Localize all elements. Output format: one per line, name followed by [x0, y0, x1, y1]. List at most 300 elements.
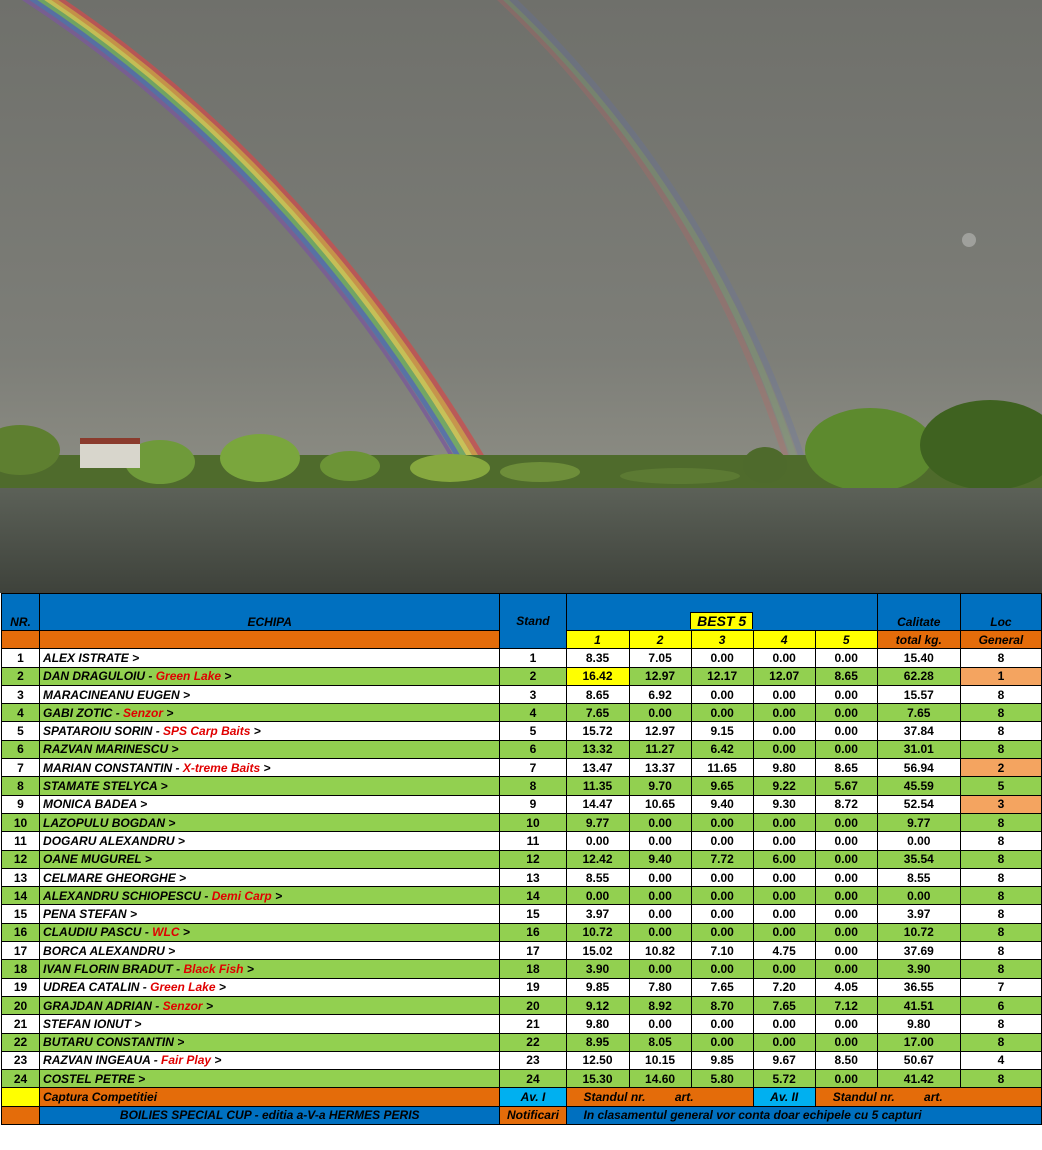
header-nr-sub: [2, 631, 40, 649]
header-best5-cell: [566, 594, 877, 631]
row-best-3: 11.65: [691, 759, 753, 777]
table-row: [2, 1015, 1042, 1033]
row-team-name: OANE MUGUREL >: [40, 850, 500, 868]
row-team-name: RAZVAN MARINESCU >: [40, 740, 500, 758]
row-best-2: 0.00: [629, 813, 691, 831]
row-total: 50.67: [877, 1051, 960, 1069]
row-total: 3.97: [877, 905, 960, 923]
row-best-2: 14.60: [629, 1070, 691, 1088]
row-best-4: 0.00: [753, 649, 815, 667]
row-best-1: 15.02: [566, 942, 629, 960]
row-best-3: 0.00: [691, 1015, 753, 1033]
row-total: 62.28: [877, 667, 960, 685]
row-nr: 3: [2, 685, 40, 703]
competitor-name: IVAN FLORIN BRADUT: [43, 961, 173, 976]
row-loc: 8: [960, 850, 1041, 868]
row-nr: 9: [2, 795, 40, 813]
competitor-name: BUTARU CONSTANTIN: [43, 1035, 174, 1050]
row-best-4: 0.00: [753, 722, 815, 740]
header-total: total kg.: [877, 631, 960, 649]
row-best-3: 0.00: [691, 923, 753, 941]
table-row: [2, 777, 1042, 795]
row-loc: 8: [960, 685, 1041, 703]
row-nr: 23: [2, 1051, 40, 1069]
row-stand: 8: [500, 777, 566, 795]
table-row: [2, 1070, 1042, 1088]
row-stand: 13: [500, 868, 566, 886]
row-best-5: 0.00: [815, 923, 877, 941]
row-best-4: 0.00: [753, 905, 815, 923]
row-best-3: 0.00: [691, 832, 753, 850]
row-stand: 7: [500, 759, 566, 777]
row-stand: 14: [500, 887, 566, 905]
row-best-2: 10.65: [629, 795, 691, 813]
row-nr: 17: [2, 942, 40, 960]
row-nr: 21: [2, 1015, 40, 1033]
competitor-name: BORCA ALEXANDRU: [43, 943, 165, 958]
competitor-name: COSTEL PETRE: [43, 1071, 135, 1086]
row-nr: 24: [2, 1070, 40, 1088]
row-best-3: 0.00: [691, 887, 753, 905]
competitor-name: GRAJDAN ADRIAN: [43, 998, 152, 1013]
row-best-5: 8.65: [815, 667, 877, 685]
row-best-3: 0.00: [691, 813, 753, 831]
row-best-4: 9.67: [753, 1051, 815, 1069]
row-best-3: 9.15: [691, 722, 753, 740]
header-echipa: ECHIPA: [40, 594, 500, 631]
row-best-1: 8.55: [566, 868, 629, 886]
row-team-name: DOGARU ALEXANDRU >: [40, 832, 500, 850]
row-loc: 8: [960, 905, 1041, 923]
competitor-name: ALEX ISTRATE: [43, 650, 129, 665]
row-team-name: BUTARU CONSTANTIN >: [40, 1033, 500, 1051]
row-team-name: SPATAROIU SORIN - SPS Carp Baits >: [40, 722, 500, 740]
row-best-1: 12.42: [566, 850, 629, 868]
competitor-name: UDREA CATALIN: [43, 980, 140, 995]
table-row: [2, 685, 1042, 703]
header-loc: Loc: [960, 594, 1041, 631]
row-stand: 15: [500, 905, 566, 923]
team-name: WLC: [152, 925, 180, 940]
row-team-name: STAMATE STELYCA >: [40, 777, 500, 795]
row-best-5: 5.67: [815, 777, 877, 795]
row-stand: 11: [500, 832, 566, 850]
competitor-name: MARIAN CONSTANTIN: [43, 760, 173, 775]
row-total: 9.77: [877, 813, 960, 831]
row-best-5: 0.00: [815, 704, 877, 722]
row-best-4: 0.00: [753, 813, 815, 831]
row-total: 7.65: [877, 704, 960, 722]
row-best-3: 9.85: [691, 1051, 753, 1069]
row-best-3: 0.00: [691, 1033, 753, 1051]
row-stand: 10: [500, 813, 566, 831]
row-best-4: 0.00: [753, 960, 815, 978]
competitor-name: OANE MUGUREL: [43, 852, 142, 867]
row-team-name: RAZVAN INGEAUA - Fair Play >: [40, 1051, 500, 1069]
row-best-5: 0.00: [815, 832, 877, 850]
row-team-name: CLAUDIU PASCU - WLC >: [40, 923, 500, 941]
row-best-2: 0.00: [629, 960, 691, 978]
row-total: 41.51: [877, 996, 960, 1014]
row-stand: 21: [500, 1015, 566, 1033]
row-loc: 4: [960, 1051, 1041, 1069]
table-row: [2, 887, 1042, 905]
row-nr: 18: [2, 960, 40, 978]
row-best-1: 7.65: [566, 704, 629, 722]
table-row: [2, 649, 1042, 667]
row-best-1: 14.47: [566, 795, 629, 813]
row-stand: 2: [500, 667, 566, 685]
row-stand: 22: [500, 1033, 566, 1051]
row-nr: 14: [2, 887, 40, 905]
row-stand: 19: [500, 978, 566, 996]
row-best-2: 0.00: [629, 905, 691, 923]
row-best-4: 0.00: [753, 868, 815, 886]
row-best-1: 8.95: [566, 1033, 629, 1051]
row-nr: 6: [2, 740, 40, 758]
row-total: 15.40: [877, 649, 960, 667]
team-name: Senzor: [123, 705, 164, 720]
row-best-2: 0.00: [629, 1015, 691, 1033]
row-total: 31.01: [877, 740, 960, 758]
row-best-3: 7.10: [691, 942, 753, 960]
row-best-2: 12.97: [629, 722, 691, 740]
row-best-5: 0.00: [815, 813, 877, 831]
row-best-4: 0.00: [753, 887, 815, 905]
row-loc: 7: [960, 978, 1041, 996]
row-total: 15.57: [877, 685, 960, 703]
header-best-col-3: 3: [691, 631, 753, 649]
row-best-1: 0.00: [566, 832, 629, 850]
row-best-5: 0.00: [815, 868, 877, 886]
row-team-name: MONICA BADEA >: [40, 795, 500, 813]
row-best-5: 4.05: [815, 978, 877, 996]
competitor-name: CLAUDIU PASCU: [43, 925, 142, 940]
team-name: Fair Play: [161, 1053, 212, 1068]
row-best-3: 0.00: [691, 685, 753, 703]
row-total: 37.84: [877, 722, 960, 740]
row-best-1: 10.72: [566, 923, 629, 941]
row-best-5: 0.00: [815, 649, 877, 667]
row-best-5: 8.50: [815, 1051, 877, 1069]
row-team-name: MARIAN CONSTANTIN - X-treme Baits >: [40, 759, 500, 777]
header-best-col-2: 2: [629, 631, 691, 649]
row-best-5: 0.00: [815, 960, 877, 978]
row-loc: 8: [960, 923, 1041, 941]
row-total: 45.59: [877, 777, 960, 795]
row-team-name: COSTEL PETRE >: [40, 1070, 500, 1088]
row-total: 0.00: [877, 887, 960, 905]
row-loc: 5: [960, 777, 1041, 795]
row-best-3: 9.65: [691, 777, 753, 795]
row-best-3: 12.17: [691, 667, 753, 685]
row-best-1: 8.65: [566, 685, 629, 703]
row-best-2: 13.37: [629, 759, 691, 777]
row-best-1: 15.72: [566, 722, 629, 740]
row-best-3: 5.80: [691, 1070, 753, 1088]
row-loc: 8: [960, 868, 1041, 886]
competitor-name: SPATAROIU SORIN: [43, 724, 153, 739]
row-total: 41.42: [877, 1070, 960, 1088]
row-stand: 18: [500, 960, 566, 978]
header-nr: NR.: [2, 594, 40, 631]
row-total: 10.72: [877, 923, 960, 941]
row-loc: 8: [960, 832, 1041, 850]
row-nr: 15: [2, 905, 40, 923]
row-best-2: 7.80: [629, 978, 691, 996]
row-best-5: 8.72: [815, 795, 877, 813]
row-best-2: 8.92: [629, 996, 691, 1014]
row-team-name: STEFAN IONUT >: [40, 1015, 500, 1033]
row-stand: 20: [500, 996, 566, 1014]
row-best-5: 0.00: [815, 1015, 877, 1033]
team-name: Senzor: [162, 998, 203, 1013]
header-best-col-1: 1: [566, 631, 629, 649]
row-nr: 5: [2, 722, 40, 740]
row-best-3: 0.00: [691, 905, 753, 923]
row-nr: 10: [2, 813, 40, 831]
table-row: [2, 905, 1042, 923]
row-best-2: 0.00: [629, 832, 691, 850]
footer-standul-2-label: Standul nr.: [832, 1090, 895, 1105]
row-total: 8.55: [877, 868, 960, 886]
row-nr: 2: [2, 667, 40, 685]
footer-note-text: In clasamentul general vor conta doar echipele cu 5 capturi: [583, 1108, 922, 1123]
team-name: Green Lake: [155, 669, 222, 684]
row-best-5: 0.00: [815, 722, 877, 740]
row-team-name: MARACINEANU EUGEN >: [40, 685, 500, 703]
header-general: General: [960, 631, 1041, 649]
header-row-top: [2, 594, 1042, 631]
row-best-5: 0.00: [815, 942, 877, 960]
competitor-name: RAZVAN MARINESCU: [43, 742, 169, 757]
row-best-2: 9.40: [629, 850, 691, 868]
row-best-2: 7.05: [629, 649, 691, 667]
row-best-3: 7.65: [691, 978, 753, 996]
row-best-1: 0.00: [566, 887, 629, 905]
row-best-5: 0.00: [815, 1070, 877, 1088]
header-stand: Stand: [500, 594, 566, 649]
row-best-2: 8.05: [629, 1033, 691, 1051]
row-stand: 9: [500, 795, 566, 813]
row-best-1: 9.85: [566, 978, 629, 996]
competitor-name: MONICA BADEA: [43, 797, 137, 812]
row-best-4: 0.00: [753, 704, 815, 722]
results-table: [1, 593, 1042, 1125]
row-best-1: 9.80: [566, 1015, 629, 1033]
row-team-name: IVAN FLORIN BRADUT - Black Fish >: [40, 960, 500, 978]
row-best-2: 0.00: [629, 704, 691, 722]
row-nr: 8: [2, 777, 40, 795]
table-row: [2, 960, 1042, 978]
table-row: [2, 942, 1042, 960]
team-name: X-treme Baits: [182, 760, 261, 775]
row-stand: 4: [500, 704, 566, 722]
table-row: [2, 740, 1042, 758]
row-best-4: 9.80: [753, 759, 815, 777]
table-row: [2, 722, 1042, 740]
row-best-4: 0.00: [753, 832, 815, 850]
row-loc: 8: [960, 740, 1041, 758]
row-best-2: 9.70: [629, 777, 691, 795]
row-best-3: 8.70: [691, 996, 753, 1014]
row-team-name: GABI ZOTIC - Senzor >: [40, 704, 500, 722]
row-best-5: 8.65: [815, 759, 877, 777]
table-row: [2, 667, 1042, 685]
row-stand: 1: [500, 649, 566, 667]
table-row: [2, 996, 1042, 1014]
row-best-3: 7.72: [691, 850, 753, 868]
competitor-name: PENA STEFAN: [43, 907, 127, 922]
row-best-2: 10.82: [629, 942, 691, 960]
competitor-name: CELMARE GHEORGHE: [43, 870, 176, 885]
row-loc: 8: [960, 813, 1041, 831]
row-best-4: 7.65: [753, 996, 815, 1014]
row-best-1: 11.35: [566, 777, 629, 795]
row-loc: 8: [960, 1070, 1041, 1088]
footer-art-2: art.: [924, 1090, 943, 1105]
row-best-3: 0.00: [691, 649, 753, 667]
table-row: [2, 1033, 1042, 1051]
row-best-2: 0.00: [629, 887, 691, 905]
row-best-1: 9.12: [566, 996, 629, 1014]
row-stand: 6: [500, 740, 566, 758]
row-best-4: 12.07: [753, 667, 815, 685]
footer-row-2: [2, 1106, 1042, 1124]
row-best-3: 0.00: [691, 960, 753, 978]
row-nr: 12: [2, 850, 40, 868]
table-row: [2, 850, 1042, 868]
row-nr: 20: [2, 996, 40, 1014]
competitor-name: LAZOPULU BOGDAN: [43, 815, 166, 830]
row-best-1: 13.47: [566, 759, 629, 777]
row-total: 36.55: [877, 978, 960, 996]
row-best-5: 0.00: [815, 740, 877, 758]
row-loc: 8: [960, 960, 1041, 978]
footer-standul-1: [566, 1088, 753, 1106]
competitor-name: MARACINEANU EUGEN: [43, 687, 180, 702]
row-loc: 8: [960, 1033, 1041, 1051]
row-loc: 8: [960, 722, 1041, 740]
row-team-name: BORCA ALEXANDRU >: [40, 942, 500, 960]
footer-art-1: art.: [674, 1090, 694, 1105]
row-best-1: 3.90: [566, 960, 629, 978]
results-rows: [2, 649, 1042, 1088]
row-best-1: 13.32: [566, 740, 629, 758]
row-best-2: 6.92: [629, 685, 691, 703]
row-stand: 16: [500, 923, 566, 941]
row-team-name: ALEXANDRU SCHIOPESCU - Demi Carp >: [40, 887, 500, 905]
footer-standul-1-label: Standul nr.: [583, 1090, 646, 1105]
row-best-5: 0.00: [815, 685, 877, 703]
row-total: 37.69: [877, 942, 960, 960]
row-best-3: 0.00: [691, 868, 753, 886]
table-row: [2, 923, 1042, 941]
row-best-4: 9.22: [753, 777, 815, 795]
row-total: 0.00: [877, 832, 960, 850]
header-echipa-sub: [40, 631, 500, 649]
row-best-3: 0.00: [691, 704, 753, 722]
row-best-3: 9.40: [691, 795, 753, 813]
footer-av1: Av. I: [500, 1088, 566, 1106]
table-row: [2, 978, 1042, 996]
row-nr: 11: [2, 832, 40, 850]
row-stand: 17: [500, 942, 566, 960]
lake-water: [0, 488, 1042, 593]
row-team-name: DAN DRAGULOIU - Green Lake >: [40, 667, 500, 685]
row-nr: 16: [2, 923, 40, 941]
footer-av2: Av. II: [753, 1088, 815, 1106]
row-best-1: 3.97: [566, 905, 629, 923]
row-nr: 7: [2, 759, 40, 777]
row-best-4: 5.72: [753, 1070, 815, 1088]
competitor-name: RAZVAN INGEAUA: [43, 1053, 151, 1068]
row-total: 52.54: [877, 795, 960, 813]
row-loc: 3: [960, 795, 1041, 813]
row-best-5: 7.12: [815, 996, 877, 1014]
row-best-4: 0.00: [753, 685, 815, 703]
row-team-name: CELMARE GHEORGHE >: [40, 868, 500, 886]
row-best-4: 0.00: [753, 740, 815, 758]
row-loc: 8: [960, 887, 1041, 905]
team-name: SPS Carp Baits: [163, 724, 251, 739]
table-row: [2, 704, 1042, 722]
row-best-5: 0.00: [815, 887, 877, 905]
row-best-2: 0.00: [629, 923, 691, 941]
row-team-name: GRAJDAN ADRIAN - Senzor >: [40, 996, 500, 1014]
row-nr: 19: [2, 978, 40, 996]
footer-captura: Captura Competitiei: [40, 1088, 500, 1106]
row-best-4: 0.00: [753, 923, 815, 941]
row-loc: 8: [960, 649, 1041, 667]
footer-note: [566, 1106, 1042, 1124]
row-best-1: 12.50: [566, 1051, 629, 1069]
row-stand: 23: [500, 1051, 566, 1069]
team-name: Demi Carp: [211, 888, 272, 903]
row-loc: 8: [960, 942, 1041, 960]
table-row: [2, 759, 1042, 777]
footer-cup-title: BOILIES SPECIAL CUP - editia a-V-a HERMES PERIS: [40, 1106, 500, 1124]
header-calitate: Calitate: [877, 594, 960, 631]
row-total: 35.54: [877, 850, 960, 868]
row-loc: 2: [960, 759, 1041, 777]
team-name: Green Lake: [150, 980, 216, 995]
row-stand: 3: [500, 685, 566, 703]
row-total: 56.94: [877, 759, 960, 777]
header-best-col-5: 5: [815, 631, 877, 649]
competitor-name: STAMATE STELYCA: [43, 779, 158, 794]
row-best-4: 4.75: [753, 942, 815, 960]
header-best5: BEST 5: [690, 612, 753, 629]
footer-notificari: Notificari: [500, 1106, 566, 1124]
row-best-1: 16.42: [566, 667, 629, 685]
table-row: [2, 1051, 1042, 1069]
row-stand: 5: [500, 722, 566, 740]
row-best-1: 8.35: [566, 649, 629, 667]
row-best-4: 0.00: [753, 1015, 815, 1033]
row-nr: 4: [2, 704, 40, 722]
table-row: [2, 795, 1042, 813]
row-best-4: 6.00: [753, 850, 815, 868]
row-loc: 8: [960, 704, 1041, 722]
row-nr: 13: [2, 868, 40, 886]
row-best-4: 9.30: [753, 795, 815, 813]
competitor-name: ALEXANDRU SCHIOPESCU: [43, 888, 202, 903]
competitor-name: STEFAN IONUT: [43, 1016, 132, 1031]
row-total: 3.90: [877, 960, 960, 978]
row-loc: 1: [960, 667, 1041, 685]
row-nr: 1: [2, 649, 40, 667]
